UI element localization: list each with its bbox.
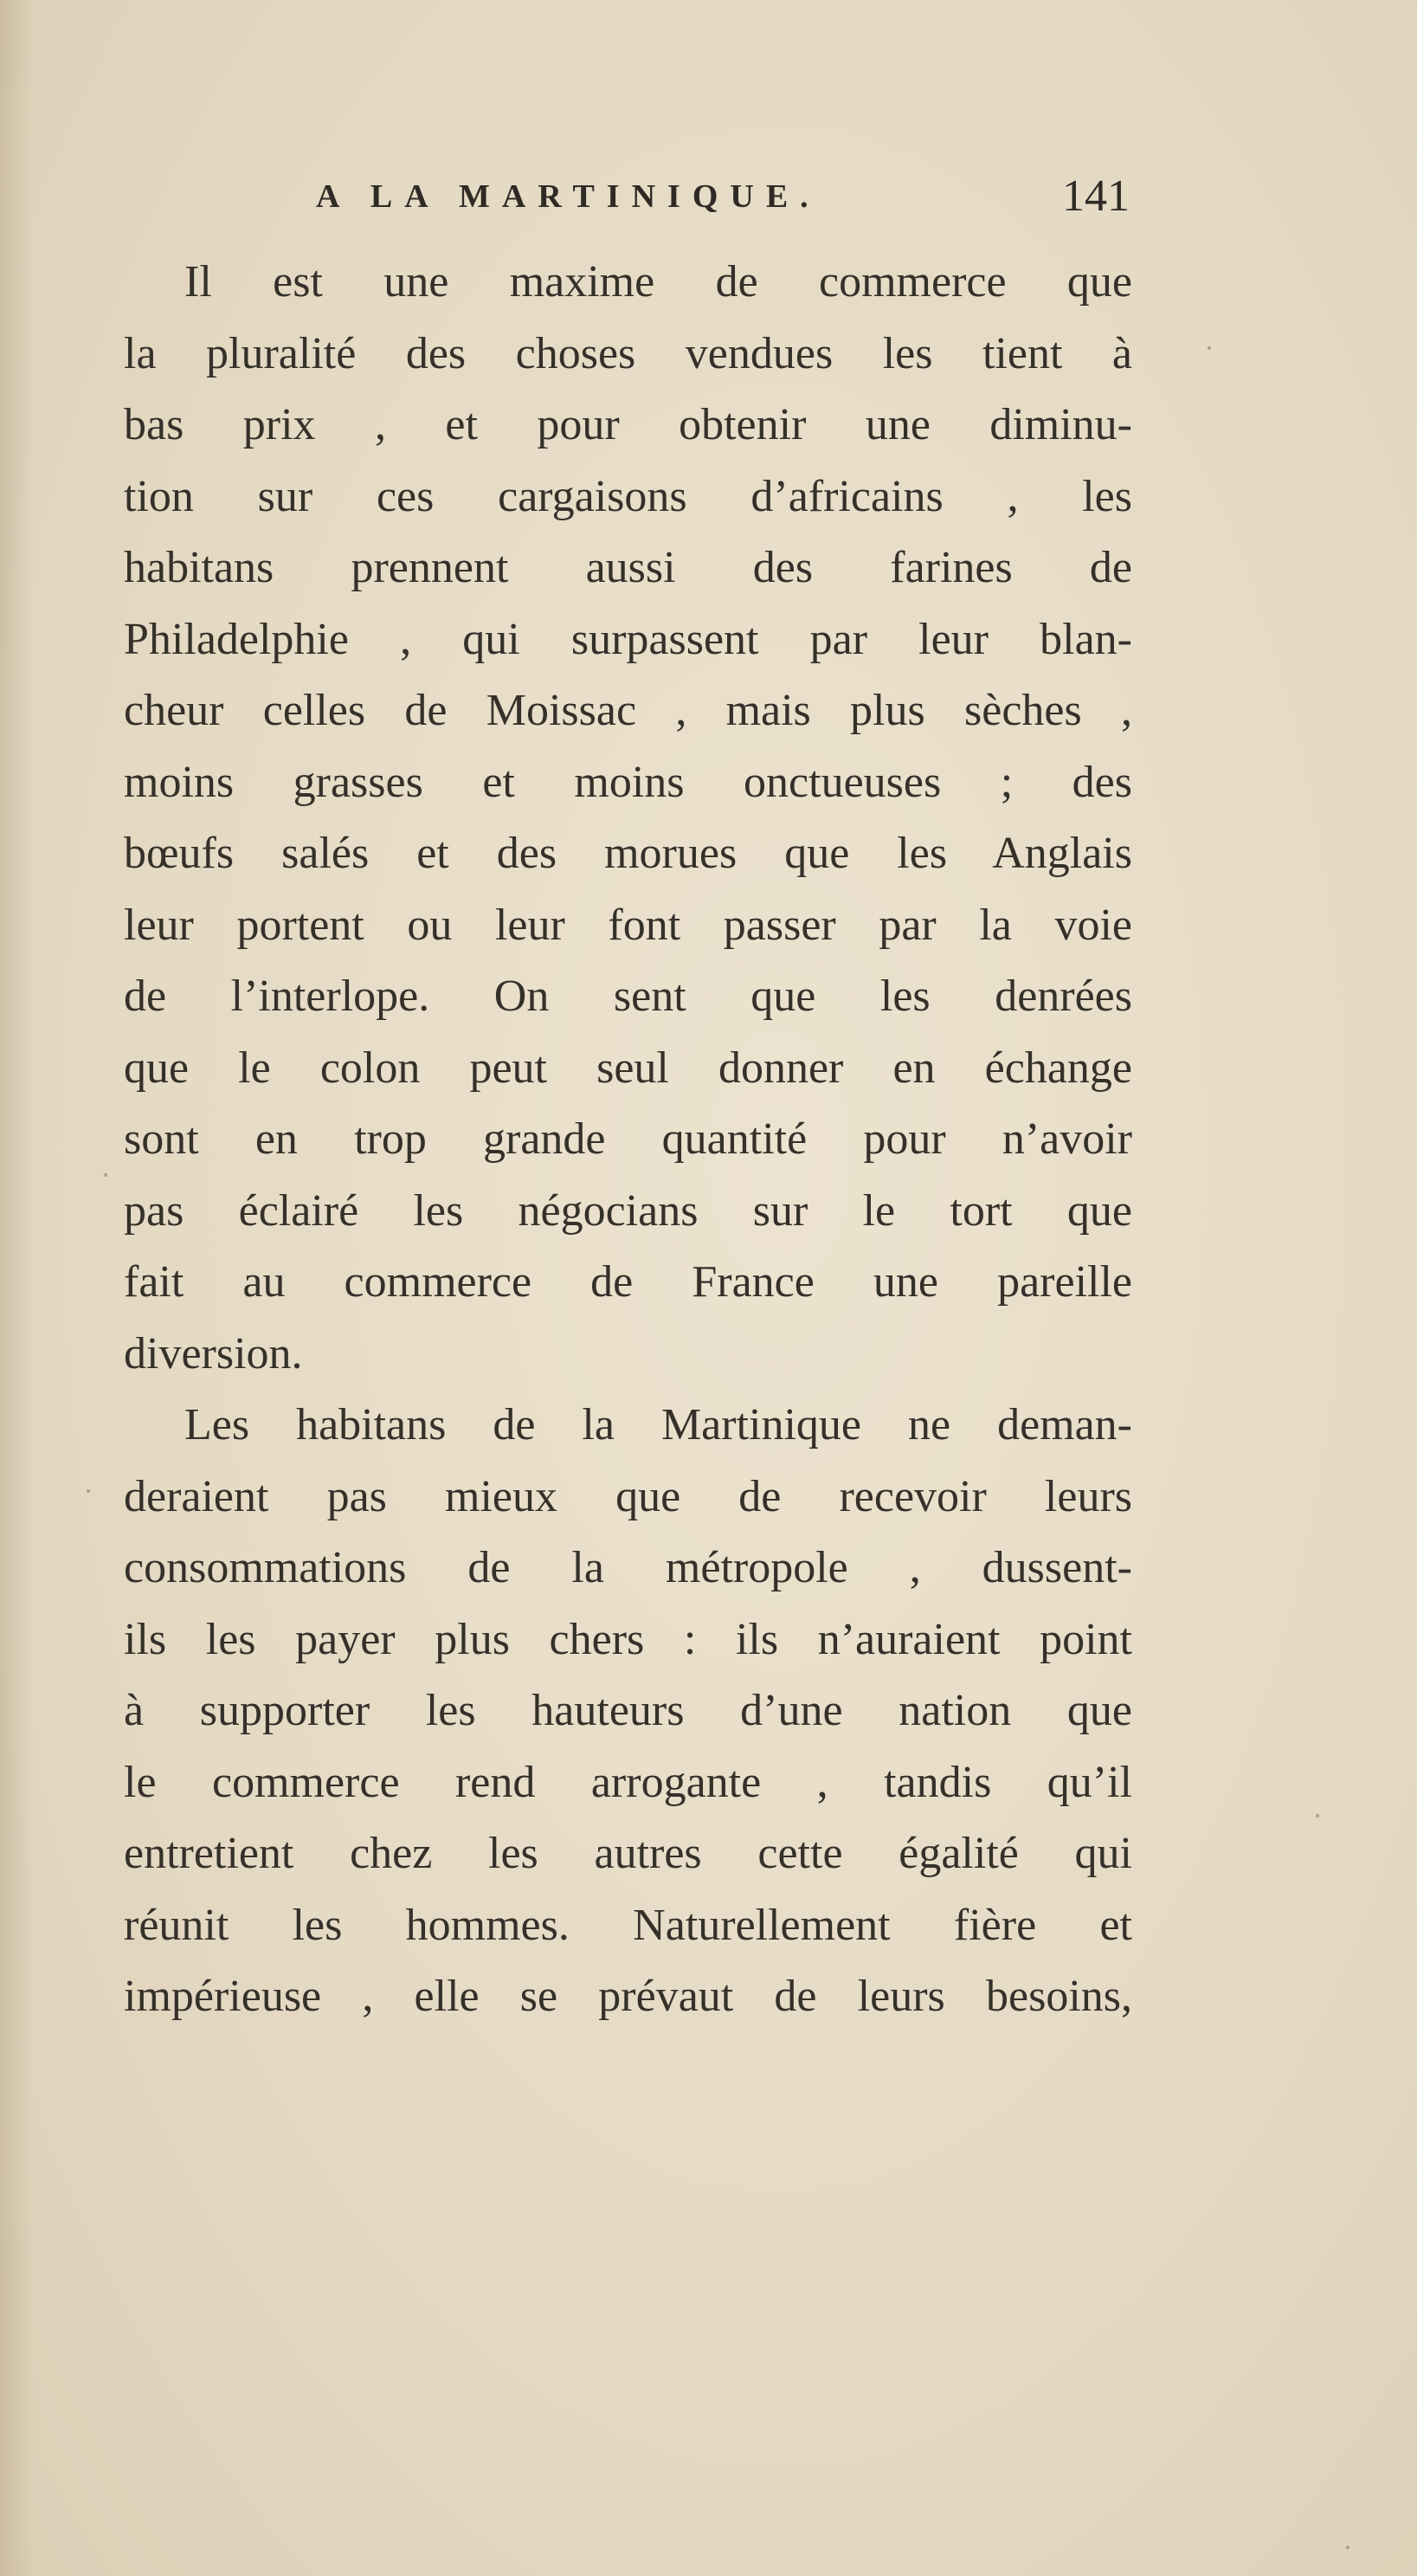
text-line: diversion. (124, 1328, 303, 1378)
page-number: 141 (1062, 171, 1130, 221)
text-line: deraient pas mieux que de recevoir leurs (124, 1471, 1132, 1521)
page-header (316, 171, 1130, 238)
text-line: bœufs salés et des morues que les Anglais (124, 829, 1132, 878)
text-line: impérieuse , elle se prévaut de leurs besoins, (124, 1972, 1132, 2021)
text-line: pas éclairé les négocians sur le tort que (124, 1185, 1132, 1236)
text-line: bas prix , et pour obtenir une diminu- (124, 400, 1132, 449)
text-line: sont en trop grande quantité pour n’avoir (124, 1114, 1132, 1164)
text-line: Il est une maxime de commerce que (184, 257, 1132, 307)
text-line: de l’interlope. On sent que les denrées (124, 972, 1132, 1021)
text-line: le commerce rend arrogante , tandis qu’il (124, 1757, 1132, 1807)
text-line: habitans prennent aussi des farines de (124, 543, 1132, 592)
paper-speck (1316, 1814, 1319, 1817)
text-line: réunit les hommes. Naturellement fière et (124, 1900, 1132, 1950)
body-text (124, 247, 1132, 2033)
paper-speck (1208, 346, 1211, 350)
text-line: que le colon peut seul donner en échange (124, 1043, 1132, 1093)
text-line: à supporter les hauteurs d’une nation que (124, 1686, 1132, 1735)
text-line: fait au commerce de France une pareille (124, 1257, 1132, 1307)
paragraph-2 (124, 1390, 1132, 2033)
text-line: moins grasses et moins onctueuses ; des (124, 757, 1132, 807)
text-line: entretient chez les autres cette égalité qui (124, 1829, 1132, 1878)
paper-speck (104, 1173, 107, 1177)
page-fold-shadow (0, 0, 35, 2576)
text-line: ils les payer plus chers : ils n’auraient point (124, 1614, 1132, 1664)
text-line: consommations de la métropole , dussent- (124, 1543, 1132, 1592)
running-head: A LA MARTINIQUE. (316, 178, 821, 215)
text-line: la pluralité des choses vendues les tient à (124, 328, 1132, 378)
text-line: cheur celles de Moissac , mais plus sèches , (124, 686, 1132, 735)
text-line: Les habitans de la Martinique ne deman- (184, 1400, 1132, 1449)
paragraph-1 (124, 247, 1132, 1390)
text-line: Philadelphie , qui surpassent par leur blan- (124, 614, 1132, 664)
paper-speck (87, 1489, 90, 1493)
paper-speck (1346, 2546, 1349, 2549)
text-line: tion sur ces cargaisons d’africains , les (124, 471, 1132, 521)
text-line: leur portent ou leur font passer par la voie (124, 900, 1132, 950)
